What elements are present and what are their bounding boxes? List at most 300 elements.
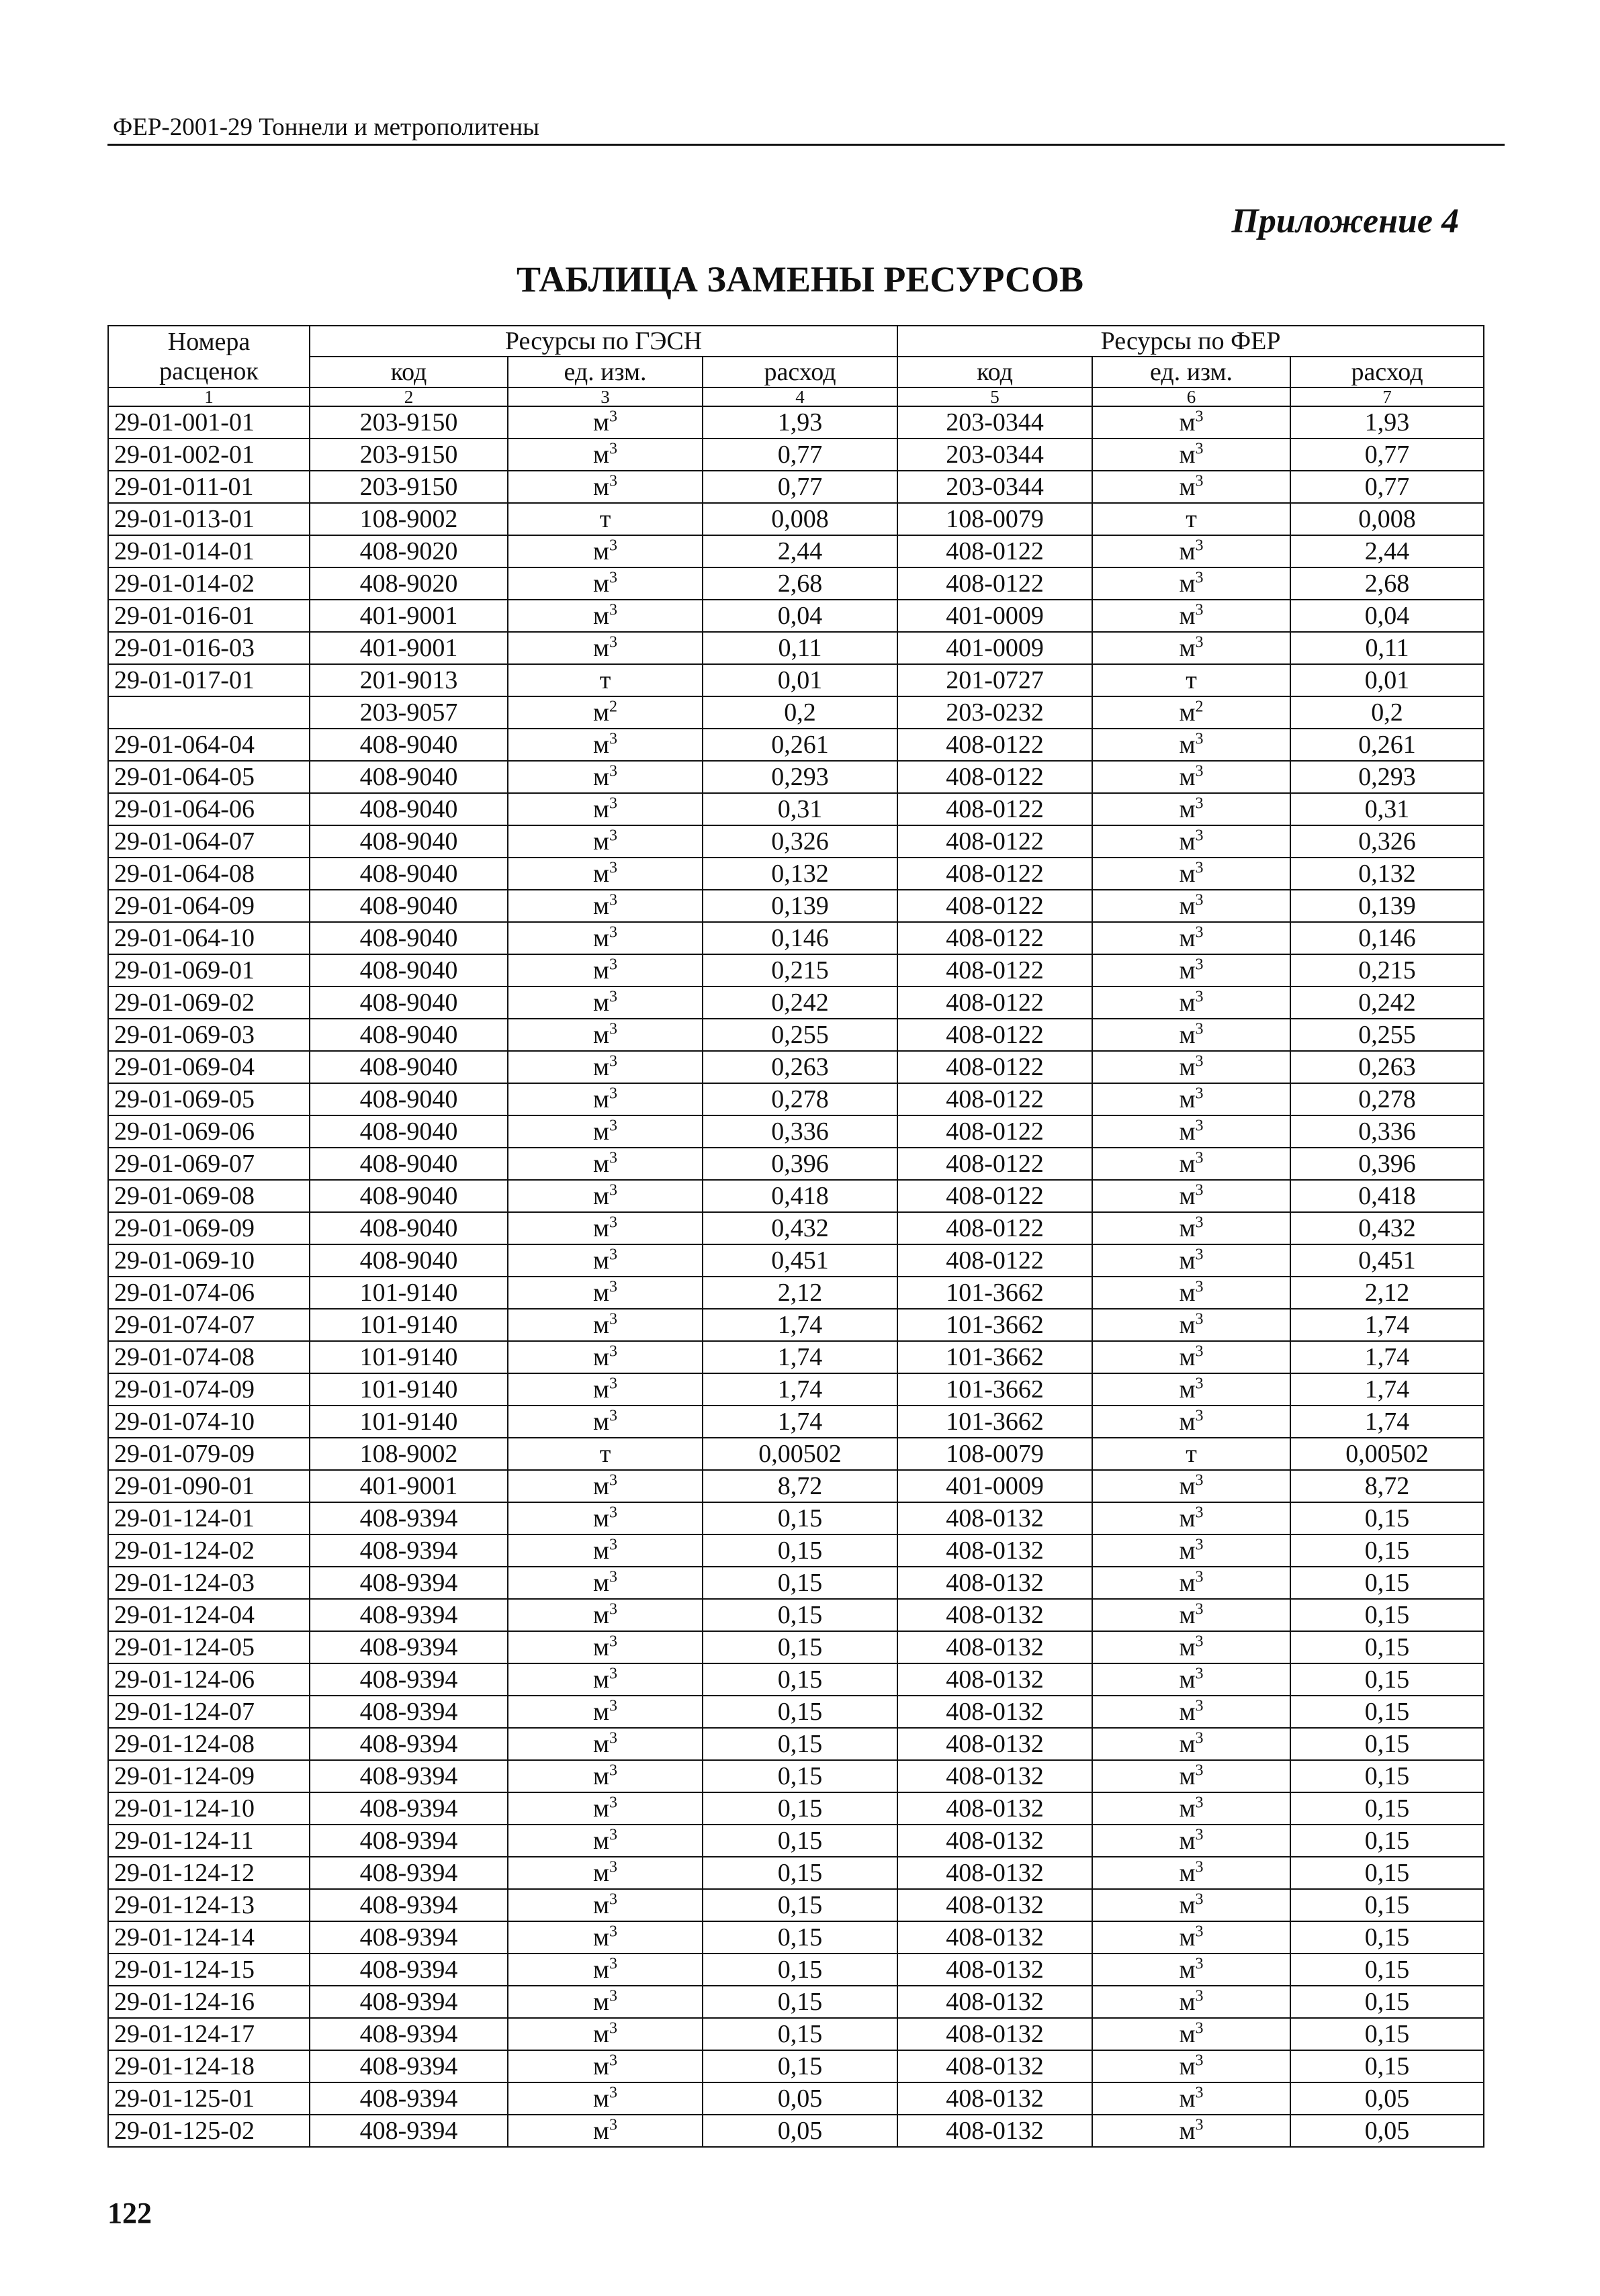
fer-unit-cell: $м^3$ <box>1092 632 1290 664</box>
gesn-unit-cell: т <box>508 1438 703 1470</box>
fer-unit-cell: $м^3$ <box>1092 2115 1290 2147</box>
rate-number-cell: 29-01-124-03 <box>108 1567 310 1599</box>
gesn-consumption-cell: 0,15 <box>703 1954 897 1986</box>
gesn-consumption-cell: 0,261 <box>703 729 897 761</box>
unit-exponent: 3 <box>1195 537 1204 555</box>
table-row <box>108 890 1484 922</box>
gesn-code-cell: 408-9040 <box>310 825 508 858</box>
gesn-code-cell: 101-9140 <box>310 1309 508 1341</box>
gesn-unit-cell: $м^3$ <box>508 1115 703 1148</box>
table-row <box>108 1599 1484 1631</box>
table-row <box>108 1502 1484 1534</box>
unit-exponent: 3 <box>1195 1117 1204 1135</box>
unit-exponent: 3 <box>1195 633 1204 651</box>
gesn-unit-cell: $м^3$ <box>508 890 703 922</box>
unit-exponent: 3 <box>1195 1246 1204 1264</box>
rate-number-cell: 29-01-002-01 <box>108 439 310 471</box>
fer-consumption-cell: 0,336 <box>1290 1115 1484 1148</box>
fer-code-cell: 408-0122 <box>897 890 1092 922</box>
unit-exponent: 3 <box>1195 408 1204 426</box>
gesn-code-cell: 408-9394 <box>310 1599 508 1631</box>
unit-exponent: 3 <box>1195 1600 1204 1618</box>
fer-consumption-cell: 0,15 <box>1290 1760 1484 1792</box>
fer-consumption-cell: 0,261 <box>1290 729 1484 761</box>
unit-exponent: 3 <box>609 1407 618 1425</box>
gesn-consumption-cell: 0,255 <box>703 1019 897 1051</box>
fer-unit-cell: $м^3$ <box>1092 1277 1290 1309</box>
fer-unit-cell: $м^3$ <box>1092 1792 1290 1825</box>
unit-exponent: 3 <box>609 1020 618 1038</box>
fer-consumption-cell: 0,132 <box>1290 858 1484 890</box>
fer-code-cell: 408-0132 <box>897 1567 1092 1599</box>
gesn-code-cell: 408-9020 <box>310 535 508 567</box>
gesn-code-cell: 408-9040 <box>310 793 508 825</box>
fer-consumption-cell: 0,15 <box>1290 1534 1484 1567</box>
gesn-consumption-cell: 0,396 <box>703 1148 897 1180</box>
fer-code-cell: 101-3662 <box>897 1373 1092 1406</box>
rate-number-cell: 29-01-124-08 <box>108 1728 310 1760</box>
unit-exponent: 3 <box>609 1117 618 1135</box>
fer-unit-cell: $м^3$ <box>1092 761 1290 793</box>
gesn-unit-cell: $м^3$ <box>508 1180 703 1212</box>
unit-exponent: 3 <box>1195 1794 1204 1812</box>
gesn-unit-cell: $м^3$ <box>508 825 703 858</box>
unit-exponent: 3 <box>1195 1955 1204 1973</box>
unit-exponent: 3 <box>609 633 618 651</box>
rate-number-cell: 29-01-069-06 <box>108 1115 310 1148</box>
fer-unit-cell: $м^3$ <box>1092 600 1290 632</box>
gesn-code-cell: 408-9394 <box>310 1696 508 1728</box>
fer-unit-cell: $м^3$ <box>1092 1212 1290 1244</box>
gesn-unit-cell: $м^3$ <box>508 1567 703 1599</box>
gesn-consumption-cell: 8,72 <box>703 1470 897 1502</box>
gesn-unit-cell: $м^3$ <box>508 1631 703 1663</box>
gesn-consumption-cell: 1,74 <box>703 1373 897 1406</box>
fer-unit-cell: $м^3$ <box>1092 1502 1290 1534</box>
gesn-consumption-cell: 0,242 <box>703 986 897 1019</box>
unit-exponent: 3 <box>1195 2084 1204 2102</box>
gesn-code-cell: 101-9140 <box>310 1341 508 1373</box>
gesn-unit-cell: $м^3$ <box>508 1373 703 1406</box>
fer-code-cell: 408-0122 <box>897 567 1092 600</box>
unit-exponent: 3 <box>1195 1278 1204 1296</box>
fer-consumption-cell: 0,146 <box>1290 922 1484 954</box>
gesn-unit-cell: $м^3$ <box>508 1148 703 1180</box>
fer-code-cell: 408-0122 <box>897 761 1092 793</box>
fer-unit-cell: $м^3$ <box>1092 1115 1290 1148</box>
unit-exponent: 3 <box>1195 827 1204 845</box>
table-row <box>108 1954 1484 1986</box>
fer-code-cell: 101-3662 <box>897 1406 1092 1438</box>
gesn-consumption-cell: 0,15 <box>703 1792 897 1825</box>
unit-exponent: 3 <box>609 923 618 942</box>
fer-code-cell: 203-0232 <box>897 696 1092 729</box>
gesn-code-cell: 408-9040 <box>310 1051 508 1083</box>
rate-number-cell: 29-01-124-13 <box>108 1889 310 1921</box>
gesn-code-cell: 203-9150 <box>310 406 508 439</box>
unit-exponent: 3 <box>1195 1407 1204 1425</box>
fer-unit-cell: $м^3$ <box>1092 1857 1290 1889</box>
fer-code-cell: 408-0122 <box>897 1244 1092 1277</box>
fer-unit-cell: $м^3$ <box>1092 1019 1290 1051</box>
fer-consumption-cell: 2,68 <box>1290 567 1484 600</box>
table-body <box>108 406 1484 2147</box>
fer-consumption-cell: 0,15 <box>1290 1696 1484 1728</box>
unit-exponent: 3 <box>609 1568 618 1586</box>
fer-consumption-cell: 0,396 <box>1290 1148 1484 1180</box>
col-group-gesn: Ресурсы по ГЭСН <box>310 326 897 357</box>
col-header-fer-unit: ед. изм. <box>1092 357 1290 387</box>
unit-exponent: 3 <box>1195 1052 1204 1070</box>
rate-number-cell: 29-01-017-01 <box>108 664 310 696</box>
unit-exponent: 3 <box>1195 2052 1204 2070</box>
gesn-unit-cell: $м^3$ <box>508 600 703 632</box>
table-row <box>108 1019 1484 1051</box>
gesn-unit-cell: $м^3$ <box>508 1406 703 1438</box>
column-number-row <box>108 387 1484 406</box>
fer-consumption-cell: 0,05 <box>1290 2115 1484 2147</box>
unit-exponent: 3 <box>1195 1987 1204 2005</box>
gesn-consumption-cell: 0,146 <box>703 922 897 954</box>
table-row <box>108 1277 1484 1309</box>
gesn-unit-cell: $м^3$ <box>508 1986 703 2018</box>
fer-consumption-cell: 1,74 <box>1290 1373 1484 1406</box>
unit-exponent: 3 <box>1195 1085 1204 1103</box>
unit-exponent: 3 <box>609 1955 618 1973</box>
unit-exponent: 2 <box>1195 698 1204 716</box>
unit-exponent: 3 <box>609 1536 618 1554</box>
gesn-consumption-cell: 0,77 <box>703 471 897 503</box>
gesn-code-cell: 408-9394 <box>310 2018 508 2050</box>
fer-unit-cell: $м^3$ <box>1092 729 1290 761</box>
unit-exponent: 3 <box>609 2052 618 2070</box>
rate-number-cell: 29-01-124-09 <box>108 1760 310 1792</box>
gesn-unit-cell: $м^3$ <box>508 1599 703 1631</box>
unit-exponent: 3 <box>609 569 618 587</box>
rate-number-cell: 29-01-124-16 <box>108 1986 310 2018</box>
unit-exponent: 3 <box>1195 988 1204 1006</box>
fer-unit-cell: $м^3$ <box>1092 1180 1290 1212</box>
fer-consumption-cell: 0,15 <box>1290 1921 1484 1954</box>
column-number: 3 <box>508 387 703 406</box>
fer-consumption-cell: 1,74 <box>1290 1309 1484 1341</box>
fer-code-cell: 408-0132 <box>897 1792 1092 1825</box>
table-row <box>108 793 1484 825</box>
gesn-code-cell: 408-9394 <box>310 2082 508 2115</box>
gesn-code-cell: 408-9394 <box>310 2115 508 2147</box>
rate-number-cell: 29-01-124-10 <box>108 1792 310 1825</box>
col-header-fer-code: код <box>897 357 1092 387</box>
gesn-unit-cell: $м^3$ <box>508 632 703 664</box>
fer-code-cell: 408-0132 <box>897 1502 1092 1534</box>
fer-code-cell: 408-0132 <box>897 1954 1092 1986</box>
rate-number-cell: 29-01-069-08 <box>108 1180 310 1212</box>
gesn-consumption-cell: 0,05 <box>703 2082 897 2115</box>
fer-code-cell: 408-0122 <box>897 1148 1092 1180</box>
fer-code-cell: 408-0122 <box>897 1180 1092 1212</box>
rate-number-cell: 29-01-124-06 <box>108 1663 310 1696</box>
fer-unit-cell: $м^3$ <box>1092 2082 1290 2115</box>
unit-exponent: 3 <box>609 1375 618 1393</box>
table-row <box>108 1921 1484 1954</box>
gesn-consumption-cell: 0,326 <box>703 825 897 858</box>
table-row <box>108 1148 1484 1180</box>
fer-code-cell: 408-0122 <box>897 922 1092 954</box>
fer-code-cell: 203-0344 <box>897 439 1092 471</box>
table-row <box>108 1567 1484 1599</box>
gesn-consumption-cell: 2,44 <box>703 535 897 567</box>
gesn-consumption-cell: 0,2 <box>703 696 897 729</box>
fer-code-cell: 101-3662 <box>897 1309 1092 1341</box>
gesn-consumption-cell: 1,74 <box>703 1341 897 1373</box>
gesn-code-cell: 203-9150 <box>310 439 508 471</box>
rate-number-cell: 29-01-014-02 <box>108 567 310 600</box>
gesn-consumption-cell: 0,278 <box>703 1083 897 1115</box>
unit-exponent: 3 <box>609 988 618 1006</box>
gesn-code-cell: 408-9040 <box>310 986 508 1019</box>
fer-code-cell: 408-0122 <box>897 954 1092 986</box>
fer-consumption-cell: 0,326 <box>1290 825 1484 858</box>
rate-number-cell: 29-01-124-01 <box>108 1502 310 1534</box>
fer-code-cell: 408-0132 <box>897 1857 1092 1889</box>
fer-code-cell: 101-3662 <box>897 1341 1092 1373</box>
rate-number-cell: 29-01-069-07 <box>108 1148 310 1180</box>
gesn-consumption-cell: 0,15 <box>703 1986 897 2018</box>
gesn-code-cell: 101-9140 <box>310 1406 508 1438</box>
fer-unit-cell: $м^3$ <box>1092 1954 1290 1986</box>
gesn-consumption-cell: 0,15 <box>703 1534 897 1567</box>
fer-code-cell: 101-3662 <box>897 1277 1092 1309</box>
gesn-code-cell: 408-9394 <box>310 1825 508 1857</box>
gesn-code-cell: 401-9001 <box>310 1470 508 1502</box>
unit-exponent: 3 <box>1195 2019 1204 2037</box>
gesn-consumption-cell: 0,04 <box>703 600 897 632</box>
gesn-code-cell: 408-9040 <box>310 1115 508 1148</box>
gesn-consumption-cell: 0,15 <box>703 1889 897 1921</box>
rate-number-cell: 29-01-069-04 <box>108 1051 310 1083</box>
column-number: 6 <box>1092 387 1290 406</box>
unit-exponent: 3 <box>1195 1536 1204 1554</box>
rate-number-cell: 29-01-064-05 <box>108 761 310 793</box>
fer-unit-cell: $м^3$ <box>1092 1083 1290 1115</box>
fer-consumption-cell: 0,77 <box>1290 439 1484 471</box>
unit-exponent: 3 <box>609 2116 618 2134</box>
fer-consumption-cell: 0,15 <box>1290 1986 1484 2018</box>
header-row-groups <box>108 326 1484 357</box>
gesn-consumption-cell: 0,139 <box>703 890 897 922</box>
gesn-consumption-cell: 0,451 <box>703 1244 897 1277</box>
unit-exponent: 3 <box>1195 1342 1204 1361</box>
unit-exponent: 3 <box>1195 1858 1204 1876</box>
rate-number-cell: 29-01-069-03 <box>108 1019 310 1051</box>
table-row <box>108 1212 1484 1244</box>
unit-exponent: 3 <box>609 1794 618 1812</box>
fer-unit-cell: $м^3$ <box>1092 986 1290 1019</box>
unit-exponent: 3 <box>609 1665 618 1683</box>
gesn-code-cell: 408-9040 <box>310 890 508 922</box>
fer-unit-cell: т <box>1092 1438 1290 1470</box>
gesn-code-cell: 408-9394 <box>310 1534 508 1567</box>
gesn-unit-cell: $м^3$ <box>508 1889 703 1921</box>
gesn-consumption-cell: 0,15 <box>703 1599 897 1631</box>
fer-consumption-cell: 0,278 <box>1290 1083 1484 1115</box>
table-row <box>108 2050 1484 2082</box>
fer-consumption-cell: 0,15 <box>1290 2050 1484 2082</box>
table-row <box>108 1438 1484 1470</box>
fer-unit-cell: $м^3$ <box>1092 1921 1290 1954</box>
rate-number-cell: 29-01-011-01 <box>108 471 310 503</box>
fer-code-cell: 408-0132 <box>897 1760 1092 1792</box>
gesn-consumption-cell: 0,418 <box>703 1180 897 1212</box>
gesn-code-cell: 408-9394 <box>310 1954 508 1986</box>
gesn-unit-cell: $м^3$ <box>508 1760 703 1792</box>
gesn-code-cell: 408-9040 <box>310 761 508 793</box>
unit-exponent: 3 <box>609 2019 618 2037</box>
fer-code-cell: 408-0132 <box>897 1599 1092 1631</box>
fer-unit-cell: $м^3$ <box>1092 1986 1290 2018</box>
fer-consumption-cell: 0,15 <box>1290 1792 1484 1825</box>
fer-consumption-cell: 0,00502 <box>1290 1438 1484 1470</box>
fer-code-cell: 408-0122 <box>897 1051 1092 1083</box>
fer-consumption-cell: 0,15 <box>1290 1857 1484 1889</box>
table-row <box>108 406 1484 439</box>
fer-unit-cell: $м^2$ <box>1092 696 1290 729</box>
page-number: 122 <box>107 2197 152 2230</box>
gesn-unit-cell: $м^3$ <box>508 1309 703 1341</box>
table-row <box>108 1986 1484 2018</box>
unit-exponent: 3 <box>1195 762 1204 780</box>
gesn-consumption-cell: 0,15 <box>703 1502 897 1534</box>
gesn-unit-cell: $м^3$ <box>508 1728 703 1760</box>
gesn-consumption-cell: 0,263 <box>703 1051 897 1083</box>
column-number: 1 <box>108 387 310 406</box>
fer-unit-cell: $м^3$ <box>1092 1148 1290 1180</box>
rate-number-cell: 29-01-074-07 <box>108 1309 310 1341</box>
col-header-fer-consumption: расход <box>1290 357 1484 387</box>
unit-exponent: 3 <box>609 1890 618 1909</box>
unit-exponent: 3 <box>609 1826 618 1844</box>
fer-code-cell: 408-0132 <box>897 1728 1092 1760</box>
unit-exponent: 3 <box>609 762 618 780</box>
fer-consumption-cell: 0,242 <box>1290 986 1484 1019</box>
unit-exponent: 3 <box>609 1278 618 1296</box>
gesn-code-cell: 408-9040 <box>310 1212 508 1244</box>
unit-exponent: 3 <box>609 956 618 974</box>
fer-consumption-cell: 0,2 <box>1290 696 1484 729</box>
header-row-columns <box>108 357 1484 387</box>
rate-number-cell: 29-01-064-10 <box>108 922 310 954</box>
appendix-label: Приложение 4 <box>1231 202 1459 240</box>
gesn-consumption-cell: 0,15 <box>703 1857 897 1889</box>
unit-exponent: 3 <box>609 1342 618 1361</box>
fer-consumption-cell: 0,15 <box>1290 1954 1484 1986</box>
gesn-code-cell: 408-9040 <box>310 858 508 890</box>
gesn-unit-cell: $м^3$ <box>508 1083 703 1115</box>
gesn-consumption-cell: 0,132 <box>703 858 897 890</box>
fer-unit-cell: $м^3$ <box>1092 793 1290 825</box>
rate-number-cell: 29-01-124-02 <box>108 1534 310 1567</box>
unit-exponent: 3 <box>1195 472 1204 490</box>
unit-exponent: 3 <box>1195 2116 1204 2134</box>
table-row <box>108 664 1484 696</box>
rate-number-cell: 29-01-124-14 <box>108 1921 310 1954</box>
gesn-code-cell: 408-9394 <box>310 1857 508 1889</box>
unit-exponent: 3 <box>609 601 618 619</box>
unit-exponent: 3 <box>609 794 618 813</box>
gesn-consumption-cell: 1,74 <box>703 1406 897 1438</box>
gesn-consumption-cell: 2,12 <box>703 1277 897 1309</box>
gesn-code-cell: 408-9040 <box>310 922 508 954</box>
rate-number-cell: 29-01-125-02 <box>108 2115 310 2147</box>
unit-exponent: 3 <box>1195 1923 1204 1941</box>
fer-consumption-cell: 0,15 <box>1290 1728 1484 1760</box>
gesn-code-cell: 101-9140 <box>310 1373 508 1406</box>
rate-number-cell: 29-01-124-05 <box>108 1631 310 1663</box>
fer-consumption-cell: 1,74 <box>1290 1341 1484 1373</box>
gesn-consumption-cell: 0,15 <box>703 1760 897 1792</box>
unit-exponent: 3 <box>1195 859 1204 877</box>
table-row <box>108 1083 1484 1115</box>
fer-consumption-cell: 1,74 <box>1290 1406 1484 1438</box>
unit-exponent: 3 <box>1195 1504 1204 1522</box>
unit-exponent: 3 <box>609 1697 618 1715</box>
gesn-consumption-cell: 0,15 <box>703 1696 897 1728</box>
fer-code-cell: 203-0344 <box>897 471 1092 503</box>
gesn-consumption-cell: 0,00502 <box>703 1438 897 1470</box>
rate-number-cell: 29-01-124-15 <box>108 1954 310 1986</box>
gesn-unit-cell: т <box>508 503 703 535</box>
table-row <box>108 1244 1484 1277</box>
unit-exponent: 3 <box>609 1987 618 2005</box>
gesn-unit-cell: $м^3$ <box>508 1792 703 1825</box>
unit-exponent: 3 <box>609 1504 618 1522</box>
table-row <box>108 1341 1484 1373</box>
fer-unit-cell: $м^3$ <box>1092 922 1290 954</box>
table-row <box>108 1792 1484 1825</box>
fer-code-cell: 401-0009 <box>897 632 1092 664</box>
fer-consumption-cell: 0,263 <box>1290 1051 1484 1083</box>
table-row <box>108 1309 1484 1341</box>
fer-unit-cell: $м^3$ <box>1092 858 1290 890</box>
table-row <box>108 2018 1484 2050</box>
gesn-code-cell: 408-9394 <box>310 1889 508 1921</box>
table-row <box>108 600 1484 632</box>
table-row <box>108 1373 1484 1406</box>
unit-exponent: 3 <box>1195 1568 1204 1586</box>
fer-code-cell: 408-0132 <box>897 1663 1092 1696</box>
fer-consumption-cell: 8,72 <box>1290 1470 1484 1502</box>
unit-exponent: 3 <box>609 2084 618 2102</box>
table-row <box>108 471 1484 503</box>
unit-exponent: 3 <box>609 408 618 426</box>
fer-unit-cell: $м^3$ <box>1092 1470 1290 1502</box>
gesn-consumption-cell: 0,11 <box>703 632 897 664</box>
fer-code-cell: 401-0009 <box>897 1470 1092 1502</box>
gesn-unit-cell: $м^3$ <box>508 1341 703 1373</box>
unit-exponent: 3 <box>609 730 618 748</box>
gesn-code-cell: 408-9040 <box>310 1083 508 1115</box>
unit-exponent: 3 <box>609 1600 618 1618</box>
table-row <box>108 1180 1484 1212</box>
unit-exponent: 3 <box>609 1213 618 1232</box>
rate-number-cell: 29-01-069-02 <box>108 986 310 1019</box>
fer-unit-cell: $м^3$ <box>1092 406 1290 439</box>
unit-exponent: 3 <box>1195 440 1204 458</box>
rate-number-cell: 29-01-064-07 <box>108 825 310 858</box>
fer-unit-cell: т <box>1092 664 1290 696</box>
unit-exponent: 3 <box>609 1246 618 1264</box>
fer-code-cell: 408-0122 <box>897 535 1092 567</box>
